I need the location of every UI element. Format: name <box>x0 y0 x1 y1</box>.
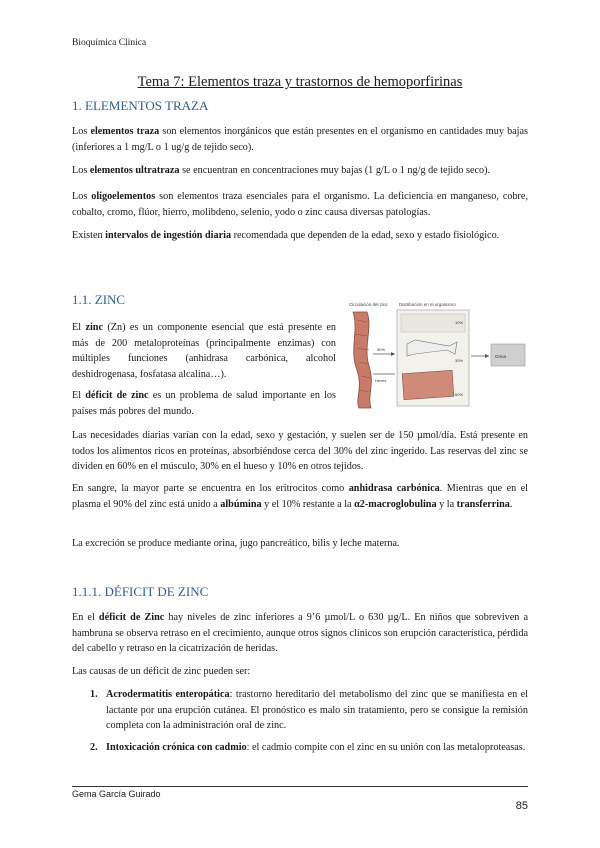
paragraph-zinc-blood: En sangre, la mayor parte se encuentra en los eritrocitos como anhidrasa carbónica. Mientras que en el plasma el 90% del zinc está unido a albúmina y el 10% restante a la α2-macroglobulina y la transferrina. <box>72 483 528 510</box>
list-number: 1. <box>90 689 98 700</box>
zinc-distribution-figure <box>345 300 528 410</box>
list-number: 2. <box>90 742 98 753</box>
paragraph-zinc-deficit: El déficit de zinc es un problema de salud importante en los países más pobres del mundo. <box>72 390 336 417</box>
paragraph-ingestion: Existen intervalos de ingestión diaria recomendada que dependen de la edad, sexo y estado fisiológico. <box>72 230 500 241</box>
figure-label-other: 10% <box>455 320 464 325</box>
running-header: Bioquímica Clínica <box>72 38 147 48</box>
figure-label-bone: 30% <box>455 358 464 363</box>
paragraph-zinc-excretion: La excreción se produce mediante orina, jugo pancreático, bilis y leche materna. <box>72 538 400 549</box>
list-item: 2. Intoxicación crónica con cadmio: el cadmio compite con el zinc en su unión con las metaloproteasas. <box>72 740 528 756</box>
footer-author: Gema García Guirado <box>72 789 161 799</box>
figure-label-muscle: 60% <box>455 392 464 397</box>
figure-label-feces: Heces <box>375 378 387 383</box>
paragraph-elementos-traza: Los elementos traza son elementos inorgánicos que están presentes en el organismo en cantidades muy bajas (inferiores a 1 mg/L o 1 ug/g de tejido seco). <box>72 126 528 153</box>
figure-label-pct30: 30% <box>377 347 386 352</box>
paragraph-oligoelementos: Los oligoelementos son elementos traza esenciales para el organismo. La deficiencia en manganeso, cobre, cobalto, cromo, flúor, hierro, molibdeno, selenio, yodo o zinc causa diversas patologías. <box>72 191 528 218</box>
section-heading-deficit-zinc: 1.1.1. DÉFICIT DE ZINC <box>72 584 209 599</box>
paragraph-zinc-needs: Las necesidades diarias varían con la edad, sexo y gestación, y suelen ser de 150 µmol/día. Está presente en todos los alimentos ricos en proteínas, absorbiéndose cerca del 30% del zinc ingerido. Las reservas del zinc se dividen en 60% en el músculo, 30% en el hueso y 10% en otros tejidos. <box>72 430 528 472</box>
page-title: Tema 7: Elementos traza y trastornos de hemoporfirinas <box>137 74 463 90</box>
footer-divider <box>72 786 528 787</box>
paragraph-deficit-definition: En el déficit de Zinc hay niveles de zinc inferiores a 9’6 µmol/L o 630 µg/L. En niños que sobreviven a hambruna se observa retraso en el crecimiento, aunque otros signos clínicos son erupción característica, pérdida del cabello y retraso en la cicatrización de heridas. <box>72 612 529 654</box>
section-heading-elementos-traza: 1. ELEMENTOS TRAZA <box>72 98 209 113</box>
list-item: 1. Acrodermatitis enteropática: trastorno hereditario del metabolismo del zinc que se manifiesta en el lactante por una erupción cutánea. El pronóstico es malo sin tratamiento, pero se consigue la remisión completa con la administración oral de zinc. <box>90 689 529 731</box>
figure-label-distribution: Distribución en el organismo <box>399 302 456 307</box>
figure-label-urine: Orina <box>495 354 507 359</box>
section-heading-zinc: 1.1. ZINC <box>72 292 126 307</box>
paragraph-causes-intro: Las causas de un déficit de zinc pueden ser: <box>72 666 251 677</box>
page-number: 85 <box>515 800 528 812</box>
intestine-shape <box>353 312 371 408</box>
muscle-shape <box>402 370 454 399</box>
figure-label-intestine: Circulación del zinc <box>349 302 388 307</box>
paragraph-zinc-intro: El zinc (Zn) es un componente esencial que está presente en más de 200 metaloproteínas (principalmente enzimas) con múltiples funciones (anhidrasa carbónica, alcohol deshidrogenasa, fosfatasa alcalina…). <box>72 322 336 380</box>
paragraph-ultratraza: Los elementos ultratraza se encuentran en concentraciones muy bajas (1 g/L o 1 ng/g de tejido seco). <box>72 165 491 176</box>
